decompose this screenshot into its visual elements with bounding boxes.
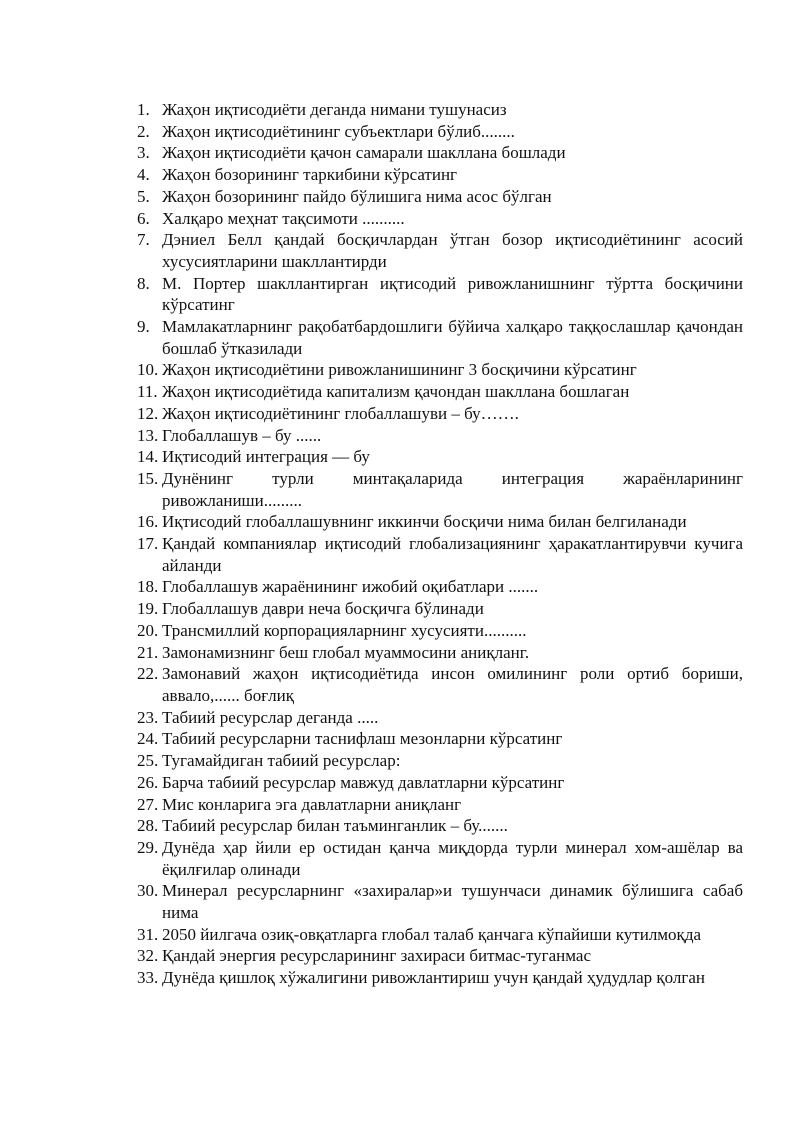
question-text: Қандай энергия ресурсларининг захираси битмас-туганмас [162, 946, 592, 966]
question-text: 2050 йилгача озиқ-овқатларга глобал талаб қанчага кўпайиши кутилмоқда [162, 924, 702, 944]
question-number: 31. [137, 924, 159, 944]
question-item [137, 945, 743, 967]
question-text: Жаҳон иқтисодиётини ривожланишининг 3 босқичини кўрсатинг [162, 360, 637, 380]
question-list [137, 99, 743, 989]
question-number: 30. [137, 881, 159, 901]
question-item [137, 273, 743, 316]
question-text: Жаҳон иқтисодиётининг субъектлари бўлиб........ [162, 121, 515, 141]
question-text: Дунёнинг турли минтақаларида интеграция жараёнларининг ривожланиши......... [162, 468, 743, 510]
question-text: Иқтисодий интеграция — бу [162, 447, 370, 467]
question-number: 1. [137, 100, 150, 119]
question-item [137, 403, 743, 425]
question-text: М. Портер шакллантирган иқтисодий ривожланишнинг тўртта босқичини кўрсатинг [162, 273, 743, 315]
question-number: 29. [137, 837, 159, 857]
question-text: Табиий ресурсларни таснифлаш мезонларни кўрсатинг [162, 729, 563, 749]
question-text: Иқтисодий глобаллашувнинг иккинчи босқичи нима билан белгиланади [162, 512, 687, 532]
question-text: Жаҳон иқтисодиётининг глобаллашуви – бу……. [162, 403, 519, 423]
question-item [137, 815, 743, 837]
question-number: 17. [137, 534, 159, 554]
question-number: 19. [137, 599, 159, 619]
question-item [137, 707, 743, 729]
question-item [137, 576, 743, 598]
question-text: Замонамизнинг беш глобал муаммосини аниқланг. [162, 642, 530, 662]
question-text: Минерал ресурсларнинг «захиралар»и тушунчаси динамик бўлишига сабаб нима [162, 881, 743, 923]
question-item [137, 142, 743, 164]
question-text: Жаҳон иқтисодиёти қачон самарали шакллана бошлади [162, 143, 566, 163]
question-item [137, 728, 743, 750]
question-number: 11. [137, 382, 158, 402]
question-number: 18. [137, 577, 159, 597]
question-text: Дунёда ҳар йили ер остидан қанча миқдорда турли минерал хом-ашёлар ва ёқилғилар олинади [162, 837, 743, 879]
question-text: Мис конларига эга давлатларни аниқланг [162, 794, 462, 814]
question-item [137, 837, 743, 880]
question-text: Глобаллашув даври неча босқичга бўлинади [162, 599, 484, 619]
question-text: Трансмиллий корпорацияларнинг хусусияти.......... [162, 620, 527, 640]
question-number: 23. [137, 707, 159, 727]
question-text: Глобаллашув жараёнининг ижобий оқибатлари ....... [162, 577, 539, 597]
question-item [137, 99, 743, 121]
question-item [137, 880, 743, 923]
question-item [137, 772, 743, 794]
question-item [137, 208, 743, 230]
question-number: 27. [137, 794, 159, 814]
question-text: Табиий ресурслар билан таъминганлик – бу....... [162, 816, 508, 836]
question-item [137, 794, 743, 816]
question-item [137, 468, 743, 511]
question-item [137, 425, 743, 447]
question-text: Дунёда қишлоқ хўжалигини ривожлантириш учун қандай ҳудудлар қолган [162, 968, 705, 988]
question-number: 13. [137, 425, 159, 445]
question-text: Табиий ресурслар деганда ..... [162, 707, 379, 727]
question-item [137, 164, 743, 186]
question-item [137, 229, 743, 272]
question-number: 7. [137, 230, 150, 250]
question-item [137, 750, 743, 772]
question-number: 4. [137, 165, 150, 185]
question-text: Жаҳон бозорининг таркибини кўрсатинг [162, 165, 458, 185]
question-number: 16. [137, 512, 159, 532]
question-number: 2. [137, 121, 150, 141]
question-item [137, 359, 743, 381]
question-number: 5. [137, 186, 150, 206]
question-item [137, 642, 743, 664]
question-text: Халқаро меҳнат тақсимоти .......... [162, 208, 405, 228]
question-number: 22. [137, 664, 159, 684]
question-number: 8. [137, 273, 150, 293]
question-number: 26. [137, 772, 159, 792]
question-number: 14. [137, 447, 159, 467]
question-text: Қандай компаниялар иқтисодий глобализациянинг ҳаракатлантирувчи кучига айланди [162, 534, 743, 575]
question-number: 10. [137, 360, 159, 380]
question-number: 15. [137, 468, 159, 488]
question-item [137, 663, 743, 706]
question-item [137, 598, 743, 620]
question-number: 21. [137, 642, 159, 662]
question-text: Барча табиий ресурслар мавжуд давлатларни кўрсатинг [162, 772, 565, 792]
question-text: Жаҳон бозорининг пайдо бўлишига нима асос бўлган [162, 186, 552, 206]
question-item [137, 533, 743, 576]
question-number: 3. [137, 143, 150, 163]
question-number: 6. [137, 208, 150, 228]
question-item [137, 511, 743, 533]
question-number: 24. [137, 729, 159, 749]
question-text: Тугамайдиган табиий ресурслар: [162, 751, 401, 771]
question-text: Глобаллашув – бу ...... [162, 425, 322, 445]
question-number: 20. [137, 620, 159, 640]
question-text: Замонавий жаҳон иқтисодиётида инсон омилининг роли ортиб бориши, аввало,...... боғлиқ [162, 664, 743, 705]
question-item [137, 186, 743, 208]
question-number: 25. [137, 751, 159, 771]
question-number: 9. [137, 317, 150, 337]
question-item [137, 121, 743, 143]
question-item [137, 620, 743, 642]
question-number: 32. [137, 946, 159, 966]
question-item [137, 967, 743, 989]
question-number: 12. [137, 403, 159, 423]
question-item [137, 316, 743, 359]
question-item [137, 446, 743, 468]
question-item [137, 381, 743, 403]
question-text: Жаҳон иқтисодиётида капитализм қачондан шакллана бошлаган [162, 382, 630, 402]
question-number: 28. [137, 816, 159, 836]
question-number: 33. [137, 968, 159, 988]
question-text: Мамлакатларнинг рақобатбардошлиги бўйича халқаро таққослашлар қачондан бошлаб ўтказилади [162, 317, 743, 358]
question-text: Дэниел Белл қандай босқичлардан ўтган бозор иқтисодиётининг асосий хусусиятларини шакллантирди [162, 230, 743, 271]
question-text: Жаҳон иқтисодиёти деганда нимани тушунасиз [162, 100, 507, 119]
question-item [137, 924, 743, 946]
